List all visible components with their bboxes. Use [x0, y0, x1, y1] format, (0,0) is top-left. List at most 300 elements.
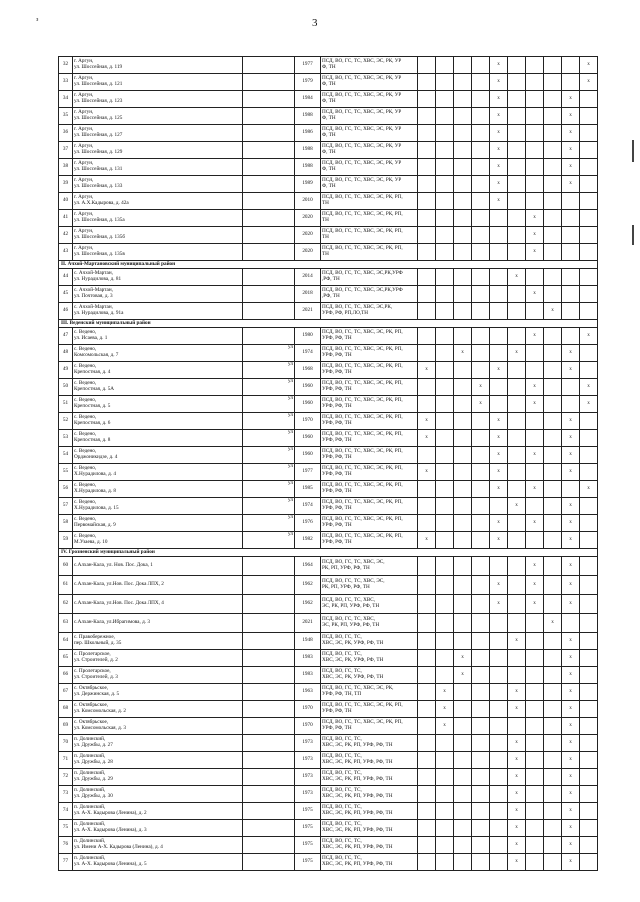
year-cell: 2020: [295, 227, 321, 244]
check-mark: x: [425, 366, 428, 373]
check-mark: x: [515, 807, 518, 814]
address-cell: [73, 176, 243, 193]
year-cell: 1974: [295, 345, 321, 362]
check-mark: x: [533, 231, 536, 238]
year-cell: 1984: [295, 91, 321, 108]
systems-cell: [321, 532, 418, 549]
row-number: 56: [59, 481, 73, 498]
check-cell: [418, 498, 436, 515]
check-cell: [562, 159, 580, 176]
section-title: IV. Грозненский муниципальный район: [59, 549, 598, 557]
row-number: 33: [59, 74, 73, 91]
table-row: [59, 396, 598, 413]
street-prefix-cell: [243, 614, 295, 633]
check-cell: [544, 74, 562, 91]
table-row: [59, 557, 598, 576]
address-line: с. Ведено,: [74, 363, 97, 370]
row-number: 55: [59, 464, 73, 481]
check-cell: [490, 752, 508, 769]
row-number: 59: [59, 532, 73, 549]
check-cell: [562, 108, 580, 125]
check-cell: [580, 718, 598, 735]
check-cell: [508, 125, 526, 142]
year-cell: 1979: [295, 74, 321, 91]
check-cell: [436, 328, 454, 345]
systems-line: УРФ, РФ, ТН: [322, 437, 352, 443]
year-cell: 1973: [295, 769, 321, 786]
systems-cell: [321, 650, 418, 667]
table-row: [59, 210, 598, 227]
table-row: [59, 498, 598, 515]
check-cell: [544, 614, 562, 633]
check-cell: [580, 481, 598, 498]
check-cell: [526, 345, 544, 362]
address-line: г. Аргун,: [74, 228, 94, 235]
address-line: ул. Почтовая, д. 3: [74, 293, 113, 299]
systems-line: ПСД, ВО, ГС, ТС, ХВС, ЭС, РК,: [322, 685, 394, 692]
check-cell: [472, 701, 490, 718]
check-cell: [490, 227, 508, 244]
year-cell: 1960: [295, 379, 321, 396]
check-cell: [526, 125, 544, 142]
row-number: 71: [59, 752, 73, 769]
systems-line: ПСД, ВО, ГС, ТС, ХВС, ЭС,РК,: [322, 304, 393, 311]
check-cell: [490, 557, 508, 576]
address-cell: [73, 735, 243, 752]
systems-line: ПСД, ВО, ГС, ТС,: [322, 770, 362, 777]
systems-cell: [321, 837, 418, 854]
address-line: ул. А-Х. Кадырова (Ленина), д. 5: [74, 861, 147, 867]
check-cell: [508, 379, 526, 396]
check-cell: [562, 447, 580, 464]
check-cell: [544, 481, 562, 498]
year-cell: 1977: [295, 57, 321, 74]
check-cell: [418, 176, 436, 193]
address-line: п. Долинский,: [74, 838, 106, 845]
table-row: [59, 684, 598, 701]
check-cell: [436, 837, 454, 854]
check-cell: [508, 684, 526, 701]
row-number: 60: [59, 557, 73, 576]
table-row: [59, 820, 598, 837]
check-cell: [472, 193, 490, 210]
check-cell: [508, 227, 526, 244]
check-mark: x: [587, 78, 590, 85]
check-mark: x: [515, 637, 518, 644]
check-cell: [490, 142, 508, 159]
check-cell: [544, 786, 562, 803]
row-number: 42: [59, 227, 73, 244]
year-cell: 2018: [295, 286, 321, 303]
check-cell: [436, 854, 454, 871]
check-cell: [562, 430, 580, 447]
check-cell: [562, 837, 580, 854]
check-cell: [454, 735, 472, 752]
systems-cell: [321, 515, 418, 532]
check-cell: [544, 430, 562, 447]
check-cell: [544, 854, 562, 871]
check-cell: [580, 210, 598, 227]
check-cell: [562, 667, 580, 684]
address-line: ул. А-Х. Кадырова (Ленина), д. 2: [74, 810, 147, 816]
systems-line: ПСД, ВО, ГС, ТС, ХВС, ЭС,РК,УРФ: [322, 287, 403, 294]
check-cell: [490, 837, 508, 854]
year-cell: 1970: [295, 701, 321, 718]
check-mark: x: [587, 332, 590, 339]
street-prefix-cell: [243, 633, 295, 650]
check-cell: [562, 464, 580, 481]
street-prefix-cell: [243, 91, 295, 108]
address-cell: [73, 74, 243, 91]
check-cell: [490, 769, 508, 786]
systems-line: УРФ, РФ, ТН: [322, 505, 352, 511]
check-cell: [454, 345, 472, 362]
year-cell: 1974: [295, 498, 321, 515]
check-cell: [472, 650, 490, 667]
check-cell: [418, 286, 436, 303]
check-cell: [454, 667, 472, 684]
check-cell: [544, 837, 562, 854]
check-cell: [436, 159, 454, 176]
check-cell: [508, 430, 526, 447]
check-cell: [562, 379, 580, 396]
address-line: ул. Шоссейная, д. 121: [74, 81, 123, 87]
check-cell: [472, 176, 490, 193]
street-prefix-cell: ул: [243, 481, 295, 498]
check-cell: [490, 328, 508, 345]
address-cell: [73, 481, 243, 498]
table-row: [59, 576, 598, 595]
row-number: 68: [59, 701, 73, 718]
address-cell: [73, 498, 243, 515]
check-mark: x: [569, 562, 572, 569]
check-cell: [454, 430, 472, 447]
systems-cell: [321, 595, 418, 614]
address-line: с. Ведено,: [74, 380, 97, 387]
check-cell: [544, 57, 562, 74]
table-row: [59, 176, 598, 193]
check-cell: [454, 786, 472, 803]
check-cell: [454, 718, 472, 735]
check-cell: [544, 803, 562, 820]
check-mark: x: [569, 739, 572, 746]
check-mark: x: [479, 383, 482, 390]
check-cell: [436, 269, 454, 286]
check-cell: [472, 481, 490, 498]
systems-line: ТН: [322, 251, 329, 257]
systems-cell: [321, 328, 418, 345]
check-mark: x: [569, 773, 572, 780]
street-prefix-cell: [243, 108, 295, 125]
address-cell: [73, 684, 243, 701]
check-cell: [472, 413, 490, 430]
systems-line: ПСД, ВО, ГС, ТС, ХВС, ЭС, РК, РП,: [322, 346, 403, 353]
table-row: [59, 345, 598, 362]
address-line: г. Аргун,: [74, 92, 94, 99]
check-cell: [472, 633, 490, 650]
address-line: п. Долинский,: [74, 855, 106, 862]
address-cell: [73, 820, 243, 837]
check-cell: [526, 328, 544, 345]
check-cell: [562, 650, 580, 667]
systems-line: УРФ, РФ, ТН: [322, 369, 352, 375]
check-cell: [508, 557, 526, 576]
check-mark: x: [569, 180, 572, 187]
check-mark: x: [533, 332, 536, 339]
address-line: ул. Шоссейная, д. 125: [74, 115, 123, 121]
year-cell: 2014: [295, 269, 321, 286]
address-line: п. Долинский,: [74, 736, 106, 743]
check-cell: [490, 396, 508, 413]
systems-line: ПСД, ВО, ГС, ТС,: [322, 804, 362, 811]
check-cell: [418, 159, 436, 176]
check-mark: x: [515, 502, 518, 509]
check-cell: [526, 595, 544, 614]
check-cell: [544, 269, 562, 286]
check-cell: [526, 701, 544, 718]
check-cell: [544, 396, 562, 413]
address-cell: [73, 328, 243, 345]
check-cell: [436, 684, 454, 701]
systems-line: ПСД, ВО, ГС, ТС,: [322, 753, 362, 760]
systems-line: УРФ, РФ, ТН: [322, 454, 352, 460]
check-mark: x: [569, 581, 572, 588]
check-cell: [472, 345, 490, 362]
check-cell: [472, 447, 490, 464]
check-cell: [562, 303, 580, 320]
register-table-body: [59, 57, 598, 871]
systems-line: ПСД, ВО, ГС, ТС, ХВС,: [322, 616, 376, 623]
address-line: ул. Нурадилова, д. 81: [74, 276, 122, 282]
systems-line: УРФ, РФ, ТН: [322, 335, 352, 341]
check-cell: [418, 193, 436, 210]
check-cell: [454, 286, 472, 303]
check-cell: [544, 379, 562, 396]
address-line: г. Аргун,: [74, 109, 94, 116]
systems-line: Ф, ТН: [322, 183, 336, 189]
check-cell: [454, 614, 472, 633]
year-cell: 1970: [295, 718, 321, 735]
address-line: г. Аргун,: [74, 160, 94, 167]
systems-cell: [321, 667, 418, 684]
check-cell: [472, 769, 490, 786]
check-cell: [508, 854, 526, 871]
check-cell: [544, 159, 562, 176]
address-cell: [73, 379, 243, 396]
address-line: с.Алхан-Кала, ул. Нов. Пос. Дока, 1: [74, 562, 153, 569]
systems-cell: [321, 362, 418, 379]
systems-cell: [321, 803, 418, 820]
check-cell: [454, 91, 472, 108]
row-number: 38: [59, 159, 73, 176]
systems-cell: [321, 396, 418, 413]
section-row: [59, 320, 598, 328]
street-prefix-cell: [243, 57, 295, 74]
systems-line: Ф, ТН: [322, 98, 336, 104]
systems-cell: [321, 108, 418, 125]
check-cell: [454, 650, 472, 667]
check-cell: [436, 430, 454, 447]
table-row: [59, 227, 598, 244]
check-mark: x: [515, 824, 518, 831]
check-cell: [526, 176, 544, 193]
check-cell: [490, 108, 508, 125]
check-cell: [544, 752, 562, 769]
check-cell: [436, 413, 454, 430]
check-mark: x: [569, 417, 572, 424]
check-cell: [526, 430, 544, 447]
address-line: пер. Школьный, д. 35: [74, 640, 122, 646]
address-cell: [73, 752, 243, 769]
check-cell: [490, 718, 508, 735]
street-prefix-cell: [243, 595, 295, 614]
check-cell: [508, 74, 526, 91]
check-cell: [508, 481, 526, 498]
check-cell: [562, 769, 580, 786]
check-cell: [418, 557, 436, 576]
year-cell: 1975: [295, 803, 321, 820]
systems-line: ,РФ, ТН: [322, 276, 340, 282]
systems-line: ПСД, ВО, ГС, ТС, ХВС, ЭС, РК, РП,: [322, 228, 403, 235]
check-cell: [562, 684, 580, 701]
check-cell: [436, 769, 454, 786]
street-prefix-cell: ул: [243, 345, 295, 362]
check-cell: [472, 303, 490, 320]
row-number: 41: [59, 210, 73, 227]
check-cell: [472, 227, 490, 244]
check-cell: [526, 837, 544, 854]
street-prefix-cell: ул: [243, 464, 295, 481]
year-cell: 1988: [295, 108, 321, 125]
systems-line: ХВС, ЭС, РК, РП, УРФ, РФ, ТН: [322, 827, 393, 833]
systems-cell: [321, 345, 418, 362]
systems-line: Ф, ТН: [322, 166, 336, 172]
check-cell: [454, 269, 472, 286]
check-cell: [490, 498, 508, 515]
address-line: г. Аргун,: [74, 245, 94, 252]
systems-cell: [321, 854, 418, 871]
systems-line: ПСД, ВО, ГС, ТС, ХВС, ЭС,: [322, 559, 385, 566]
address-line: г. Аргун,: [74, 75, 94, 82]
systems-cell: [321, 176, 418, 193]
check-cell: [562, 701, 580, 718]
check-cell: [418, 595, 436, 614]
check-cell: [472, 854, 490, 871]
check-cell: [544, 244, 562, 261]
check-cell: [436, 735, 454, 752]
check-cell: [544, 735, 562, 752]
check-cell: [562, 557, 580, 576]
systems-cell: [321, 286, 418, 303]
systems-cell: [321, 74, 418, 91]
systems-line: УРФ, РФ, ТН: [322, 488, 352, 494]
row-number: 39: [59, 176, 73, 193]
check-cell: [562, 244, 580, 261]
address-line: ул. Комсомольская, д. 3: [74, 725, 126, 731]
check-mark: x: [569, 824, 572, 831]
check-cell: [418, 108, 436, 125]
check-cell: [580, 786, 598, 803]
section-row: [59, 549, 598, 557]
check-cell: [544, 633, 562, 650]
check-mark: x: [515, 756, 518, 763]
check-cell: [472, 362, 490, 379]
check-cell: [526, 244, 544, 261]
check-cell: [490, 532, 508, 549]
check-mark: x: [425, 468, 428, 475]
systems-cell: [321, 752, 418, 769]
check-cell: [580, 820, 598, 837]
check-mark: x: [497, 519, 500, 526]
check-cell: [454, 227, 472, 244]
systems-line: ПСД, ВО, ГС, ТС,: [322, 736, 362, 743]
street-prefix-cell: [243, 837, 295, 854]
check-cell: [562, 595, 580, 614]
address-line: г. Аргун,: [74, 143, 94, 150]
street-prefix-cell: ул: [243, 498, 295, 515]
check-cell: [580, 769, 598, 786]
check-cell: [526, 379, 544, 396]
check-cell: [580, 286, 598, 303]
street-prefix-cell: [243, 786, 295, 803]
systems-line: РК, РП, УРФ, РФ, ТН: [322, 565, 370, 571]
check-cell: [526, 532, 544, 549]
check-cell: [436, 57, 454, 74]
check-cell: [472, 125, 490, 142]
check-cell: [544, 362, 562, 379]
address-line: ул. Строителей, д. 2: [74, 657, 118, 663]
street-prefix-cell: ул: [243, 379, 295, 396]
check-mark: x: [443, 705, 446, 712]
address-line: с. Ведено,: [74, 516, 97, 523]
street-prefix-cell: [243, 667, 295, 684]
check-cell: [562, 515, 580, 532]
check-cell: [436, 210, 454, 227]
systems-line: ПСД, ВО, ГС, ТС, ХВС, ЭС, РК, РП,: [322, 702, 403, 709]
check-cell: [544, 701, 562, 718]
address-line: с. Ведено,: [74, 346, 97, 353]
systems-line: ПСД, ВО, ГС, ТС, ХВС, ЭС, РК, УР: [322, 160, 402, 167]
check-mark: x: [569, 671, 572, 678]
check-cell: [472, 752, 490, 769]
row-number: 44: [59, 269, 73, 286]
systems-line: ПСД, ВО, ГС, ТС, ХВС, ЭС, РК, РП,: [322, 482, 403, 489]
check-mark: x: [497, 468, 500, 475]
check-cell: [562, 820, 580, 837]
check-mark: x: [587, 61, 590, 68]
street-prefix-cell: ул: [243, 430, 295, 447]
table-row: [59, 159, 598, 176]
year-cell: 1960: [295, 430, 321, 447]
systems-cell: [321, 633, 418, 650]
check-cell: [580, 57, 598, 74]
address-line: г. Аргун,: [74, 126, 94, 133]
check-cell: [562, 193, 580, 210]
check-cell: [436, 752, 454, 769]
check-cell: [418, 447, 436, 464]
check-cell: [436, 464, 454, 481]
address-line: Первомайская, д. 9: [74, 522, 116, 528]
check-cell: [490, 786, 508, 803]
address-line: с. Октябрьское,: [74, 702, 109, 709]
check-mark: x: [533, 214, 536, 221]
check-cell: [526, 447, 544, 464]
check-cell: [508, 269, 526, 286]
check-cell: [490, 159, 508, 176]
check-mark: x: [497, 485, 500, 492]
systems-line: УРФ, РФ, ТН: [322, 403, 352, 409]
address-line: г. Аргун,: [74, 177, 94, 184]
